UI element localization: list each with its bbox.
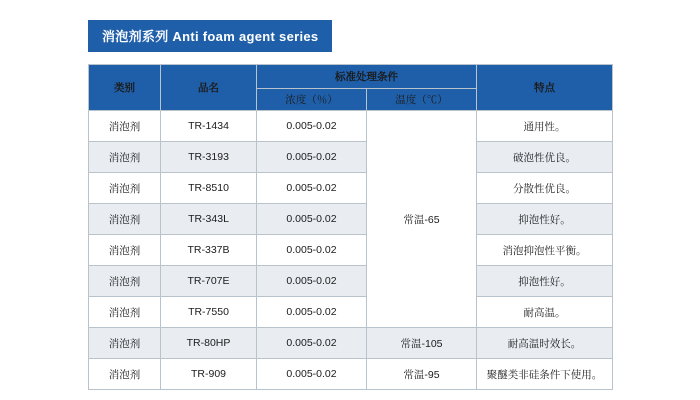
section-title: 消泡剂系列 Anti foam agent series <box>88 20 332 52</box>
cell-feature: 抑泡性好。 <box>477 266 613 297</box>
cell-product-name: TR-343L <box>161 204 257 235</box>
cell-feature: 聚醚类非硅条件下使用。 <box>477 359 613 390</box>
cell-concentration: 0.005-0.02 <box>257 235 367 266</box>
cell-temperature: 常温-105 <box>367 328 477 359</box>
cell-concentration: 0.005-0.02 <box>257 142 367 173</box>
table-row <box>89 111 613 142</box>
table-row <box>89 204 613 235</box>
column-header-product-name: 品名 <box>161 65 257 111</box>
cell-product-name: TR-80HP <box>161 328 257 359</box>
table-row <box>89 328 613 359</box>
cell-feature: 耐高温时效长。 <box>477 328 613 359</box>
column-header-category: 类别 <box>89 65 161 111</box>
cell-concentration: 0.005-0.02 <box>257 204 367 235</box>
cell-category: 消泡剂 <box>89 235 161 266</box>
cell-temperature-merged: 常温-65 <box>367 111 477 328</box>
cell-feature: 消泡抑泡性平衡。 <box>477 235 613 266</box>
cell-feature: 通用性。 <box>477 111 613 142</box>
cell-concentration: 0.005-0.02 <box>257 359 367 390</box>
cell-concentration: 0.005-0.02 <box>257 266 367 297</box>
table-row <box>89 359 613 390</box>
cell-category: 消泡剂 <box>89 204 161 235</box>
cell-feature: 耐高温。 <box>477 297 613 328</box>
cell-concentration: 0.005-0.02 <box>257 328 367 359</box>
cell-product-name: TR-707E <box>161 266 257 297</box>
cell-category: 消泡剂 <box>89 297 161 328</box>
table-header-row-top <box>89 65 613 89</box>
table-row <box>89 173 613 204</box>
cell-category: 消泡剂 <box>89 266 161 297</box>
cell-product-name: TR-3193 <box>161 142 257 173</box>
table-row <box>89 142 613 173</box>
cell-feature: 分散性优良。 <box>477 173 613 204</box>
cell-concentration: 0.005-0.02 <box>257 173 367 204</box>
table-row <box>89 235 613 266</box>
cell-concentration: 0.005-0.02 <box>257 111 367 142</box>
spec-table-container <box>88 64 612 390</box>
cell-category: 消泡剂 <box>89 142 161 173</box>
cell-category: 消泡剂 <box>89 173 161 204</box>
anti-foam-agent-table <box>88 64 613 390</box>
cell-product-name: TR-7550 <box>161 297 257 328</box>
cell-product-name: TR-8510 <box>161 173 257 204</box>
cell-product-name: TR-1434 <box>161 111 257 142</box>
table-head <box>89 65 613 111</box>
cell-temperature: 常温-95 <box>367 359 477 390</box>
column-header-concentration: 浓度（％） <box>257 89 367 111</box>
cell-category: 消泡剂 <box>89 359 161 390</box>
cell-product-name: TR-337B <box>161 235 257 266</box>
cell-concentration: 0.005-0.02 <box>257 297 367 328</box>
cell-category: 消泡剂 <box>89 111 161 142</box>
table-row <box>89 266 613 297</box>
cell-product-name: TR-909 <box>161 359 257 390</box>
cell-feature: 抑泡性好。 <box>477 204 613 235</box>
cell-feature: 破泡性优良。 <box>477 142 613 173</box>
table-row <box>89 297 613 328</box>
column-header-feature: 特点 <box>477 65 613 111</box>
column-header-standard-conditions: 标准处理条件 <box>257 65 477 89</box>
table-body <box>89 111 613 390</box>
column-header-temperature: 温度（℃） <box>367 89 477 111</box>
cell-category: 消泡剂 <box>89 328 161 359</box>
